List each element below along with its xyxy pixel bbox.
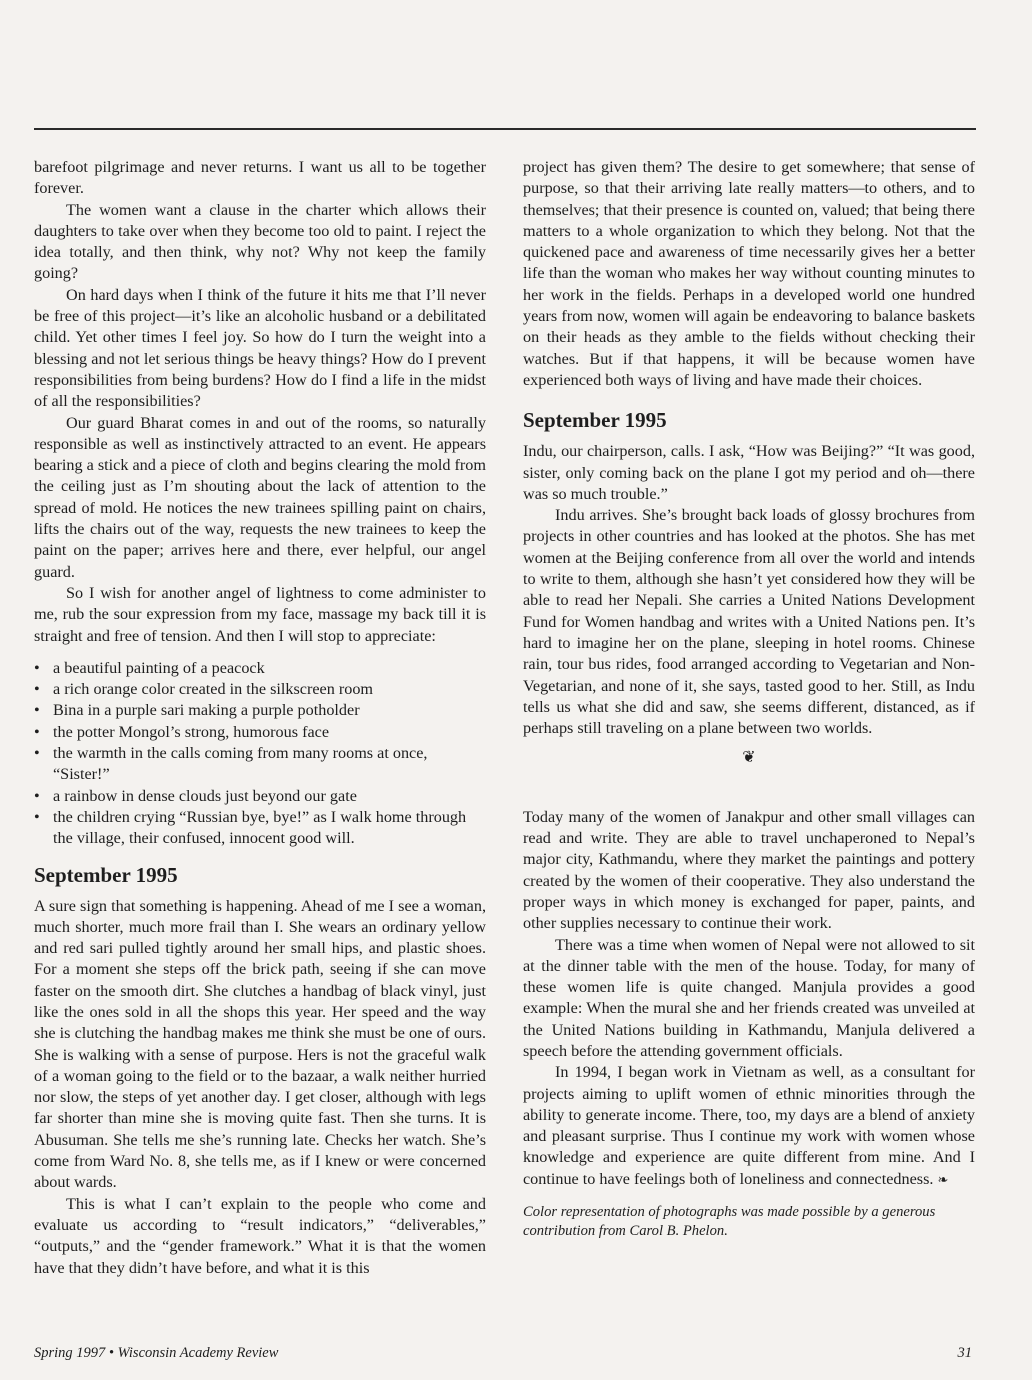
page-number: 31 bbox=[957, 1345, 972, 1361]
paragraph: Indu, our chairperson, calls. I ask, “How was Beijing?” “It was good, sister, only coming back on the plane I got my period and oh—there was so much trouble.” bbox=[523, 442, 975, 503]
list-item: • a rich orange color created in the silkscreen room bbox=[34, 679, 486, 700]
paragraph bbox=[523, 1062, 975, 1190]
top-rule bbox=[34, 128, 976, 130]
list-item: • a rainbow in dense clouds just beyond our gate bbox=[34, 786, 486, 807]
section-heading: September 1995 bbox=[34, 862, 178, 887]
left-column bbox=[34, 157, 486, 1279]
paragraph: barefoot pilgrimage and never returns. I want us all to be together forever. bbox=[34, 158, 486, 198]
list-item: • Bina in a purple sari making a purple potholder bbox=[34, 700, 486, 721]
footer-publication: Spring 1997 • Wisconsin Academy Review bbox=[34, 1345, 279, 1361]
paragraph: Today many of the women of Janakpur and other small villages can read and write. They are able to travel unchaperoned to Nepal’s major city, Kathmandu, where they market the paintings and pottery created by the women of their cooperative. They also understand the proper ways in which money is exchanged for paper, paints, and other supplies necessary to continue their work. bbox=[523, 807, 975, 933]
paragraph: This is what I can’t explain to the people who come and evaluate us according to “result indicators,” “deliverables,” “outputs,” and the “gender framework.” What it is that the women have that they didn’t have before, and what it is this bbox=[34, 1194, 486, 1277]
end-mark-icon: ❧ bbox=[937, 1171, 949, 1187]
list-item: • the warmth in the calls coming from many rooms at once, “Sister!” bbox=[34, 743, 486, 786]
list-item: • the children crying “Russian bye, bye!” as I walk home through the village, their confused, innocent good will. bbox=[34, 807, 486, 850]
right-column bbox=[523, 157, 975, 1241]
paragraph: So I wish for another angel of lightness to come administer to me, rub the sour expression from my face, massage my back till it is straight and free of tension. And then I will stop to appreciate: bbox=[34, 583, 486, 645]
section-ornament-icon: ❦ bbox=[742, 749, 756, 767]
paragraph-text: In 1994, I began work in Vietnam as well, as a consultant for projects aiming to uplift women of ethnic minorities through the ability to generate income. There, too, my days are a blend of anxiety and pleasant surprise. Thus I continue my work with women whose knowledge and experience are quite different from mine. And I continue to have feelings both of loneliness and connectedness. bbox=[523, 1063, 975, 1188]
list-item: • a beautiful painting of a peacock bbox=[34, 658, 486, 679]
paragraph: There was a time when women of Nepal were not allowed to sit at the dinner table with the men of the house. Today, for many of these women life is quite changed. Manjula provides a good example: When the mural she and her friends created was unveiled at the United Nations building in Kathmandu, Manjula delivered a speech before the attending government officials. bbox=[523, 935, 975, 1060]
list-item: • the potter Mongol’s strong, humorous face bbox=[34, 722, 486, 743]
paragraph: Indu arrives. She’s brought back loads of glossy brochures from projects in other countries and has looked at the photos. She has met women at the Beijing conference from all over the world and intends to write to them, although she hasn’t yet considered how they will be able to read her Nepali. She carries a United Nations Development Fund for Women handbag and writes with a United Nations pen. It’s hard to imagine her on the plane, sleeping in hotel rooms. Chinese rain, tour bus rides, food arranged according to Vegetarian and Non-Vegetarian, and none of it, she says, tasted good to her. Still, as Indu tells us what she did and saw, she seems different, distanced, as if perhaps still traveling on a plane between two worlds. bbox=[523, 506, 975, 738]
photo-credit: Color representation of photographs was made possible by a generous contribution from Carol B. Phelon. bbox=[523, 1204, 936, 1240]
appreciation-list bbox=[34, 658, 486, 850]
paragraph: On hard days when I think of the future it hits me that I’ll never be free of this project—it’s like an alcoholic husband or a debilitated child. Yet other times I feel joy. So how do I turn the weight into a blessing and not let serious things be heavy things? How do I prevent responsibilities from being burdens? How do I find a life in the midst of all the responsibilities? bbox=[34, 285, 486, 411]
paragraph: A sure sign that something is happening. Ahead of me I see a woman, much shorter, much more frail than I. She wears an ordinary yellow and red sari pulled tightly around her small hips, and plastic shoes. For a moment she steps off the brick path, seeing if she can move faster on the smooth dirt. She clutches a handbag of black vinyl, just like the ones sold in all the shops this year. Her speed and the way she is clutching the handbag makes me think she must be one of ours. She is walking with a sense of purpose. Hers is not the graceful walk of a woman going to the field or to the bazaar, a walk neither hurried nor slow, the steps of yet another day. I get closer, although with legs far shorter than mine she is moving quite fast. Then she turns. It is Abusuman. She tells me she’s running late. Checks her watch. She’s come from Ward No. 8, she tells me, as if I knew or were concerned about wards. bbox=[34, 896, 486, 1192]
paragraph: The women want a clause in the charter which allows their daughters to take over when they become too old to paint. I reject the idea totally, and then think, why not? Why not keep the family going? bbox=[34, 200, 486, 283]
section-heading: September 1995 bbox=[523, 408, 667, 433]
paragraph: project has given them? The desire to get somewhere; that sense of purpose, so that their arriving late really matters—to others, and to themselves; that their presence is counted on, valued; that being there matters to a whole organization to which they belong. Not that the quickened pace and awareness of time necessarily gives her a better life than the woman who makes her way without counting minutes to her work in the fields. Perhaps in a developed world one hundred years from now, women will again be endeavoring to balance baskets on their heads as they amble to the fields without checking their watches. But if that happens, it will be because women have experienced both ways of living and have made their choices. bbox=[523, 158, 975, 389]
paragraph: Our guard Bharat comes in and out of the rooms, so naturally responsible as well as instinctively attracted to an event. He appears bearing a stick and a piece of cloth and begins clearing the mold from the ceiling just as I’m shouting about the lack of attention to the spread of mold. He notices the new trainees spilling paint on chairs, lifts the chairs out of the way, requests the new trainees to keep the paint on the paper; arrives here and there, ever helpful, our angel guard. bbox=[34, 413, 486, 581]
